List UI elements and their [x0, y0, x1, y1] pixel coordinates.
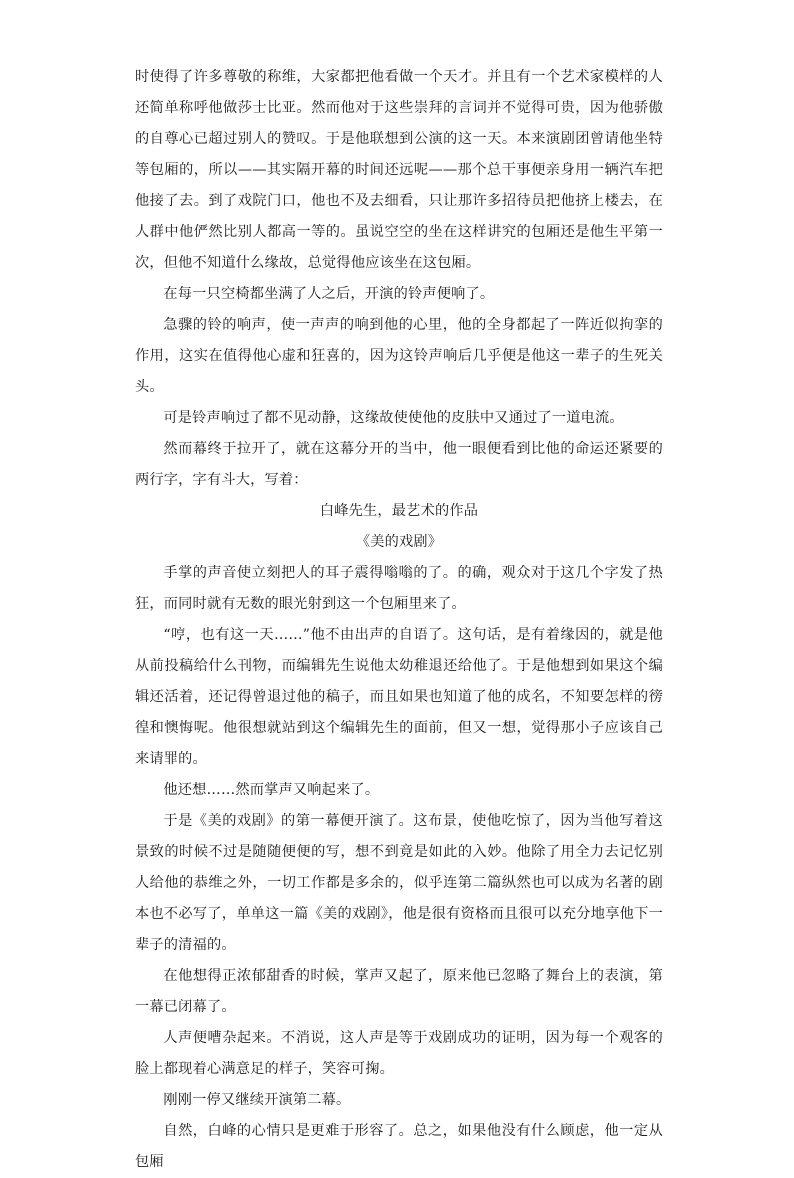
body-text — [135, 62, 663, 1178]
paragraph: 在他想得正浓郁甜香的时候，掌声又起了，原来他已忽略了舞台上的表演，第一幕已闭幕了。 — [135, 968, 663, 1015]
paragraph: 于是《美的戏剧》的第一幕便开演了。这布景，使他吃惊了，因为当他写着这景致的时候不过是随随便便的写，想不到竟是如此的入妙。他除了用全力去记忆别人给他的恭维之外，一切工作都是多余的，似乎连第二篇纵然也可以成为名著的剧本也不必写了，单单这一篇《美的戏剧》，他是很有资格而且很可以充分地享他下一辈子的清福的。 — [135, 813, 663, 953]
centered-title-line: 《美的戏剧》 — [355, 534, 443, 550]
paragraph: 刚刚一停又继续开演第二幕。 — [163, 1092, 351, 1108]
paragraph: “哼，也有这一天……”他不由出声的自语了。这句话，是有着缘因的，就是他从前投稿给什么刊物，而编辑先生说他太幼稚退还给他了。于是他想到如果这个编辑还活着，还记得曾退过他的稿子，而且如果也知道了他的成名，不知要怎样的徬徨和懊悔呢。他很想就站到这个编辑先生的面前，但又一想，觉得那小子应该自己来请罪的。 — [135, 627, 663, 767]
paragraph: 可是铃声响过了都不见动静，这缘故使使他的皮肤中又通过了一道电流。 — [163, 410, 624, 426]
paragraph: 他还想……然而掌声又响起来了。 — [163, 782, 380, 798]
paragraph: 人声便嘈杂起来。不消说，这人声是等于戏剧成功的证明，因为每一个观客的脸上都现着心满意足的样子，笑容可掬。 — [135, 1030, 663, 1077]
paragraph: 手掌的声音使立刻把人的耳子震得嗡嗡的了。的确，观众对于这几个字发了热狂，而同时就有无数的眼光射到这一个包厢里来了。 — [135, 565, 663, 612]
paragraph: 时使得了许多尊敬的称维，大家都把他看做一个天才。并且有一个艺术家模样的人还简单称呼他做莎士比亚。然而他对于这些崇拜的言词并不觉得可贵，因为他骄傲的自尊心已超过别人的赞叹。于是他联想到公演的这一天。本来演剧团曾请他坐特等包厢的，所以——其实隔开幕的时间还远呢——那个总干事便亲身用一辆汽车把他接了去。到了戏院门口，他也不及去细看，只让那许多招待员把他挤上楼去，在人群中他俨然比别人都高一等的。虽说空空的坐在这样讲究的包厢还是他生平第一次，但他不知道什么缘故，总觉得他应该坐在这包厢。 — [135, 69, 663, 271]
paragraph: 急骤的铃的响声，使一声声的响到他的心里，他的全身都起了一阵近似拘挛的作用，这实在值得他心虚和狂喜的，因为这铃声响后几乎便是他这一辈子的生死关头。 — [135, 317, 663, 395]
centered-heading-line: 白峰先生，最艺术的作品 — [319, 503, 479, 519]
paragraph: 在每一只空椅都坐满了人之后，开演的铃声便响了。 — [163, 286, 495, 302]
paragraph: 自然，白峰的心情只是更难于形容了。总之，如果他没有什么顾虑，他一定从包厢 — [135, 1123, 663, 1170]
paragraph: 然而幕终于拉开了，就在这幕分开的当中，他一眼便看到比他的命运还紧要的两行字，字有斗大，写着： — [135, 441, 663, 488]
